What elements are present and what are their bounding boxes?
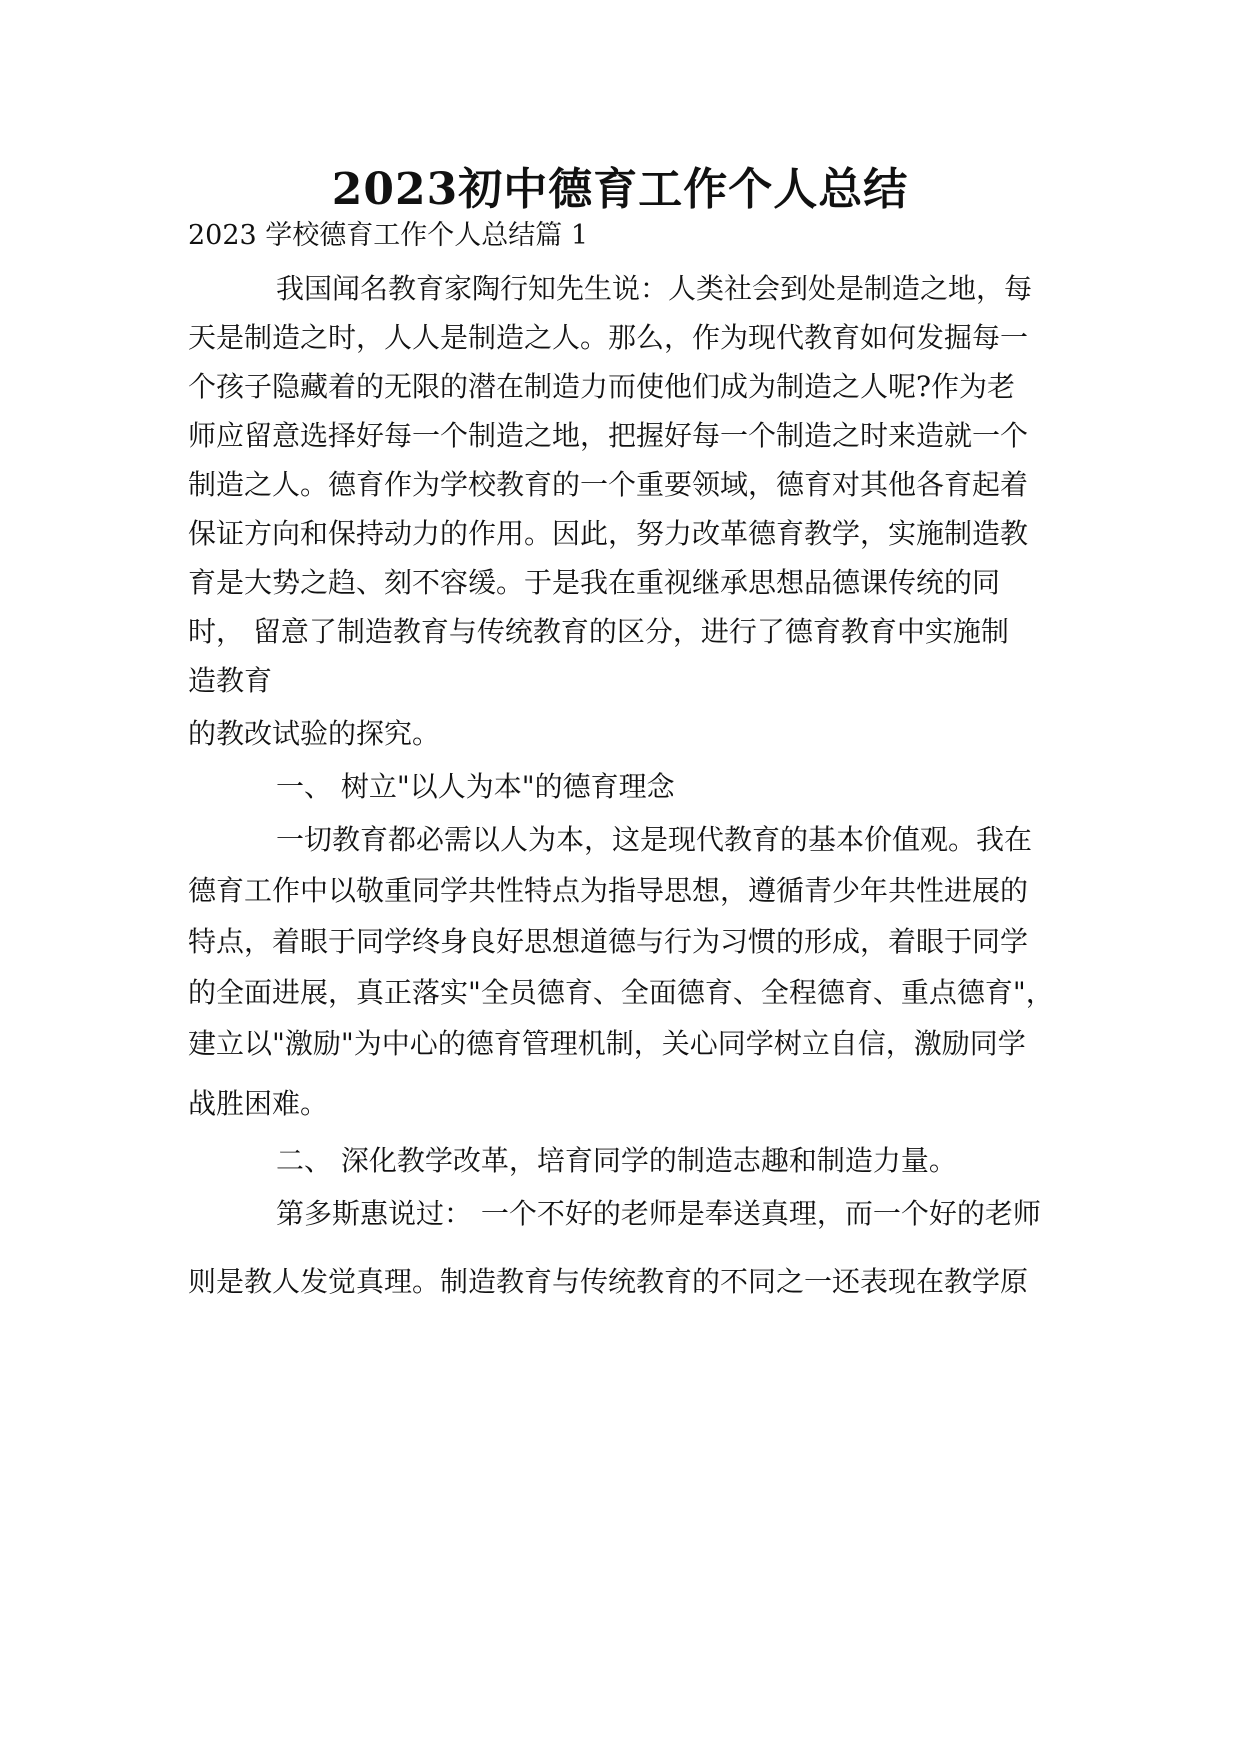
paragraph-2-line-5: 建立以"激励"为中心的德育管理机制，关心同学树立自信，激励同学 — [188, 1027, 1026, 1060]
section-heading-2: 二、 深化教学改革，培育同学的制造志趣和制造力量。 — [276, 1144, 957, 1177]
paragraph-1-line-8: 时， 留意了制造教育与传统教育的区分，进行了德育教育中实施制 — [188, 615, 1009, 648]
paragraph-3-line-1: 第多斯惠说过： 一个不好的老师是奉送真理，而一个好的老师 — [276, 1197, 1041, 1230]
paragraph-2-line-4: 的全面进展，真正落实"全员德育、全面德育、全程德育、重点德育"， — [188, 976, 1054, 1009]
document-title: 2023初中德育工作个人总结 — [331, 164, 909, 215]
paragraph-1-line-7: 育是大势之趋、刻不容缓。于是我在重视继承思想品德课传统的同 — [188, 566, 1001, 599]
paragraph-1-line-5: 制造之人。德育作为学校教育的一个重要领域，德育对其他各育起着 — [188, 468, 1029, 501]
document-subtitle: 2023 学校德育工作个人总结篇 1 — [188, 220, 589, 251]
paragraph-1-line-9: 造教育 — [188, 664, 273, 697]
section-heading-1: 一、 树立"以人为本"的德育理念 — [276, 770, 675, 803]
paragraph-1-line-1: 我国闻名教育家陶行知先生说：人类社会到处是制造之地，每 — [276, 272, 1033, 305]
paragraph-2-line-1: 一切教育都必需以人为本，这是现代教育的基本价值观。我在 — [276, 823, 1033, 856]
paragraph-2-line-3: 特点，着眼于同学终身良好思想道德与行为习惯的形成，着眼于同学 — [188, 925, 1029, 958]
paragraph-2-line-2: 德育工作中以敬重同学共性特点为指导思想，遵循青少年共性进展的 — [188, 874, 1029, 907]
paragraph-1-line-4: 师应留意选择好每一个制造之地，把握好每一个制造之时来造就一个 — [188, 419, 1029, 452]
paragraph-1-tail: 的教改试验的探究。 — [188, 717, 441, 750]
paragraph-1-line-2: 天是制造之时，人人是制造之人。那么，作为现代教育如何发掘每一 — [188, 321, 1029, 354]
paragraph-3-line-2: 则是教人发觉真理。制造教育与传统教育的不同之一还表现在教学原 — [188, 1265, 1029, 1298]
paragraph-2-tail: 战胜困难。 — [188, 1087, 329, 1120]
paragraph-1-line-3: 个孩子隐藏着的无限的潜在制造力而使他们成为制造之人呢?作为老 — [188, 370, 1016, 403]
paragraph-1-line-6: 保证方向和保持动力的作用。因此，努力改革德育教学，实施制造教 — [188, 517, 1029, 550]
